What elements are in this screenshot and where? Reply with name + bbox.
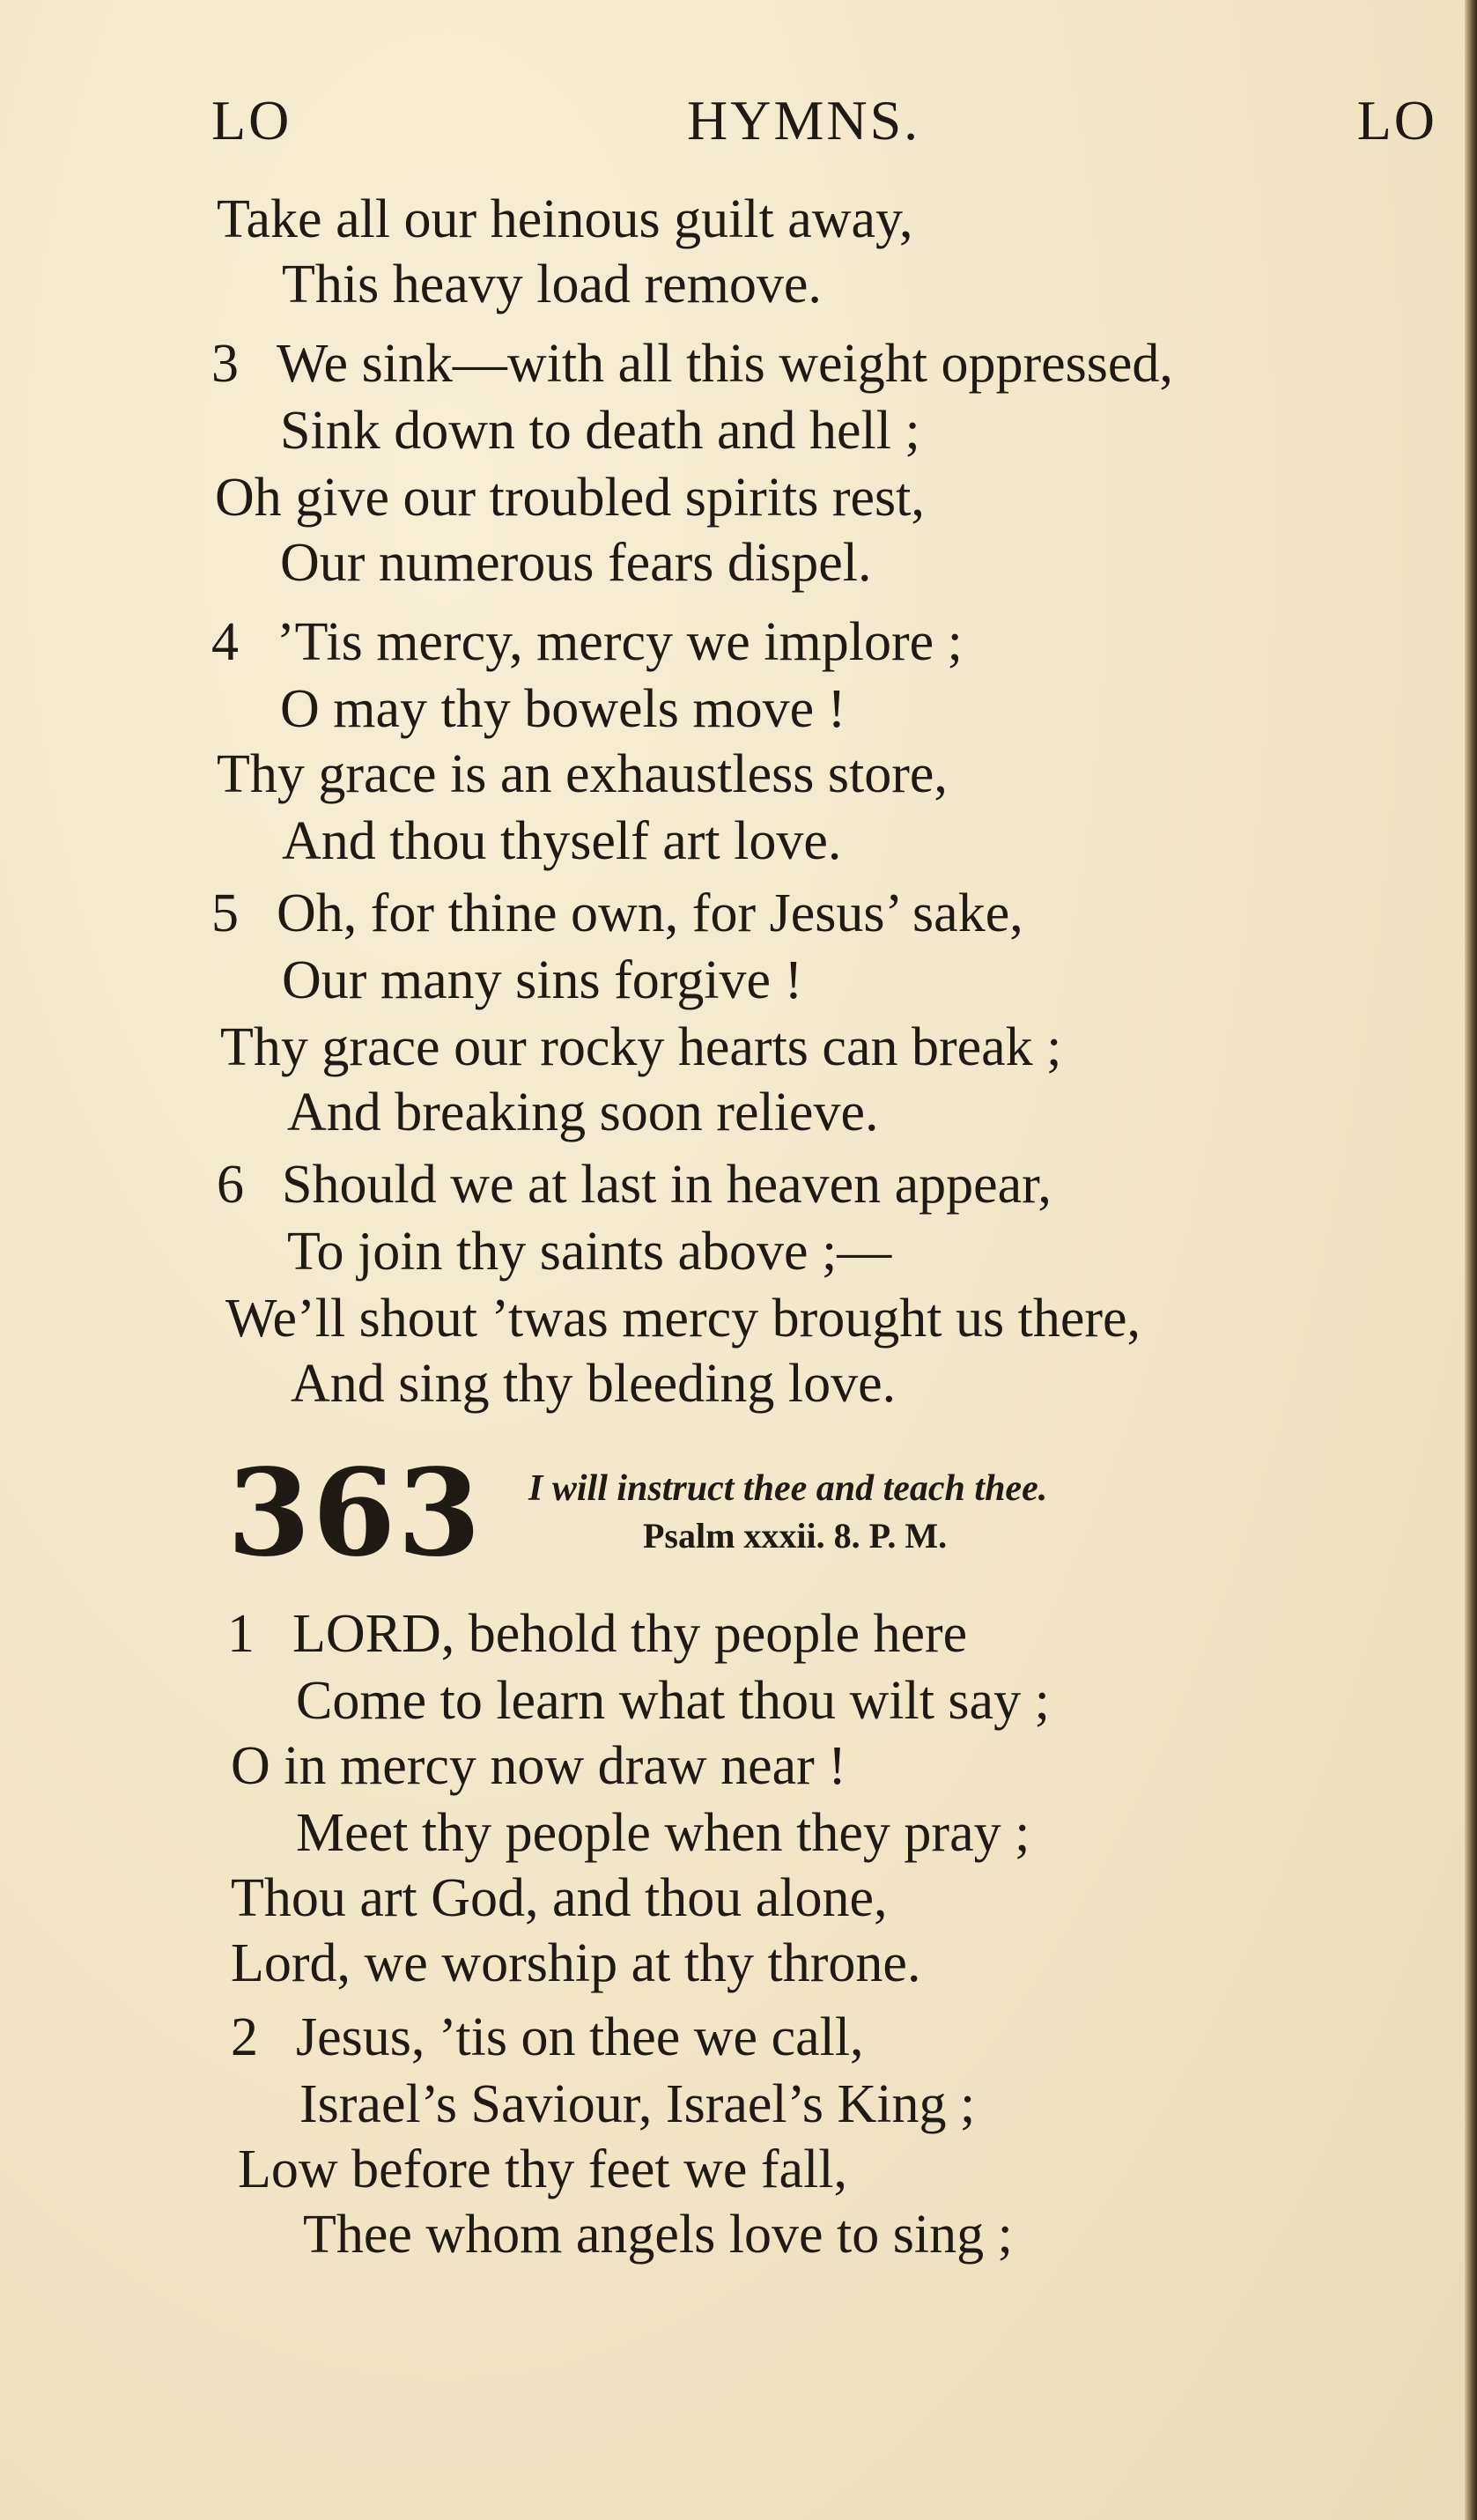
line-text: Jesus, ’tis on thee we call, — [296, 2007, 864, 2067]
line-text: ’Tis mercy, mercy we implore ; — [277, 612, 963, 672]
hymn-line — [225, 1286, 1141, 1351]
header-right: LO — [1356, 89, 1437, 151]
page-edge — [1465, 0, 1477, 2520]
line-text: Oh, for thine own, for Jesus’ sake, — [277, 883, 1023, 943]
hymn-line — [282, 948, 802, 1013]
hymn-line — [299, 2072, 975, 2137]
hymn-line — [296, 1800, 1030, 1866]
hymn-line — [211, 331, 1173, 396]
hymn-line — [231, 1866, 888, 1931]
running-header — [211, 88, 1437, 159]
hymn-line — [296, 1668, 1050, 1733]
line-text: Sink down to death and hell ; — [280, 401, 920, 461]
line-text: O may thy bowels move ! — [280, 679, 846, 739]
verse-number: 2 — [231, 2007, 258, 2067]
hymn-line — [280, 676, 846, 742]
line-text: Our many sins forgive ! — [282, 950, 803, 1010]
hymn-line — [303, 2202, 1013, 2267]
line-text: Thee whom angels love to sing ; — [303, 2205, 1013, 2265]
line-text: Thy grace our rocky hearts can break ; — [220, 1017, 1062, 1077]
verse-number: 6 — [217, 1155, 244, 1215]
verse-number: 5 — [211, 883, 239, 943]
line-text: Meet thy people when they pray ; — [296, 1803, 1030, 1863]
line-text: Oh give our troubled spirits rest, — [215, 468, 925, 528]
hymn-line — [231, 1733, 846, 1799]
hymn-line — [280, 398, 920, 463]
line-text: Israel’s Saviour, Israel’s King ; — [299, 2074, 976, 2134]
hymn-line — [287, 1080, 878, 1145]
hymn-line — [217, 187, 913, 252]
line-text: Lord, we worship at thy throne. — [231, 1933, 921, 1993]
line-text: To join thy saints above ;— — [287, 1222, 892, 1282]
line-text: Take all our heinous guilt away, — [217, 189, 913, 249]
line-text: Thy grace is an exhaustless store, — [217, 744, 948, 804]
verse-number: 3 — [211, 334, 239, 394]
line-text: Low before thy feet we fall, — [238, 2139, 848, 2199]
line-text: LORD, behold thy people here — [292, 1604, 968, 1664]
line-text: And sing thy bleeding love. — [291, 1354, 897, 1414]
line-text: This heavy load remove. — [282, 255, 822, 314]
hymn-line — [282, 252, 822, 317]
hymn-line — [231, 2005, 864, 2070]
hymn-line — [220, 1015, 1061, 1080]
hymn-line — [227, 1601, 967, 1666]
hymn-line — [280, 530, 872, 595]
line-text: We sink—with all this weight oppressed, — [277, 334, 1173, 394]
line-text: Should we at last in heaven appear, — [282, 1155, 1052, 1215]
hymn-line — [211, 881, 1023, 946]
hymn-subtitle: I will instruct thee and teach thee. — [528, 1468, 1048, 1509]
hymn-line — [211, 610, 963, 675]
line-text: Come to learn what thou wilt say ; — [296, 1671, 1050, 1731]
hymn-line — [217, 1152, 1052, 1217]
line-text: O in mercy now draw near ! — [231, 1736, 846, 1796]
hymn-line — [231, 1931, 920, 1996]
hymn-number: 363 — [227, 1443, 483, 1584]
hymn-line — [282, 809, 841, 874]
hymn-line — [217, 742, 948, 807]
hymn-line — [287, 1219, 891, 1284]
verse-number: 1 — [227, 1604, 255, 1664]
line-text: And breaking soon relieve. — [287, 1083, 879, 1142]
line-text: Our numerous fears dispel. — [280, 533, 872, 593]
line-text: And thou thyself art love. — [282, 811, 842, 871]
hymn-line — [291, 1351, 896, 1416]
header-left: LO — [211, 89, 292, 151]
line-text: We’ll shout ’twas mercy brought us there, — [225, 1289, 1141, 1349]
line-text: Thou art God, and thou alone, — [231, 1868, 888, 1928]
hymn-line — [215, 465, 925, 530]
hymn-line — [238, 2137, 847, 2202]
header-title: HYMNS. — [687, 89, 921, 151]
verse-number: 4 — [211, 612, 239, 672]
scripture-reference: Psalm xxxii. 8. P. M. — [643, 1516, 948, 1556]
